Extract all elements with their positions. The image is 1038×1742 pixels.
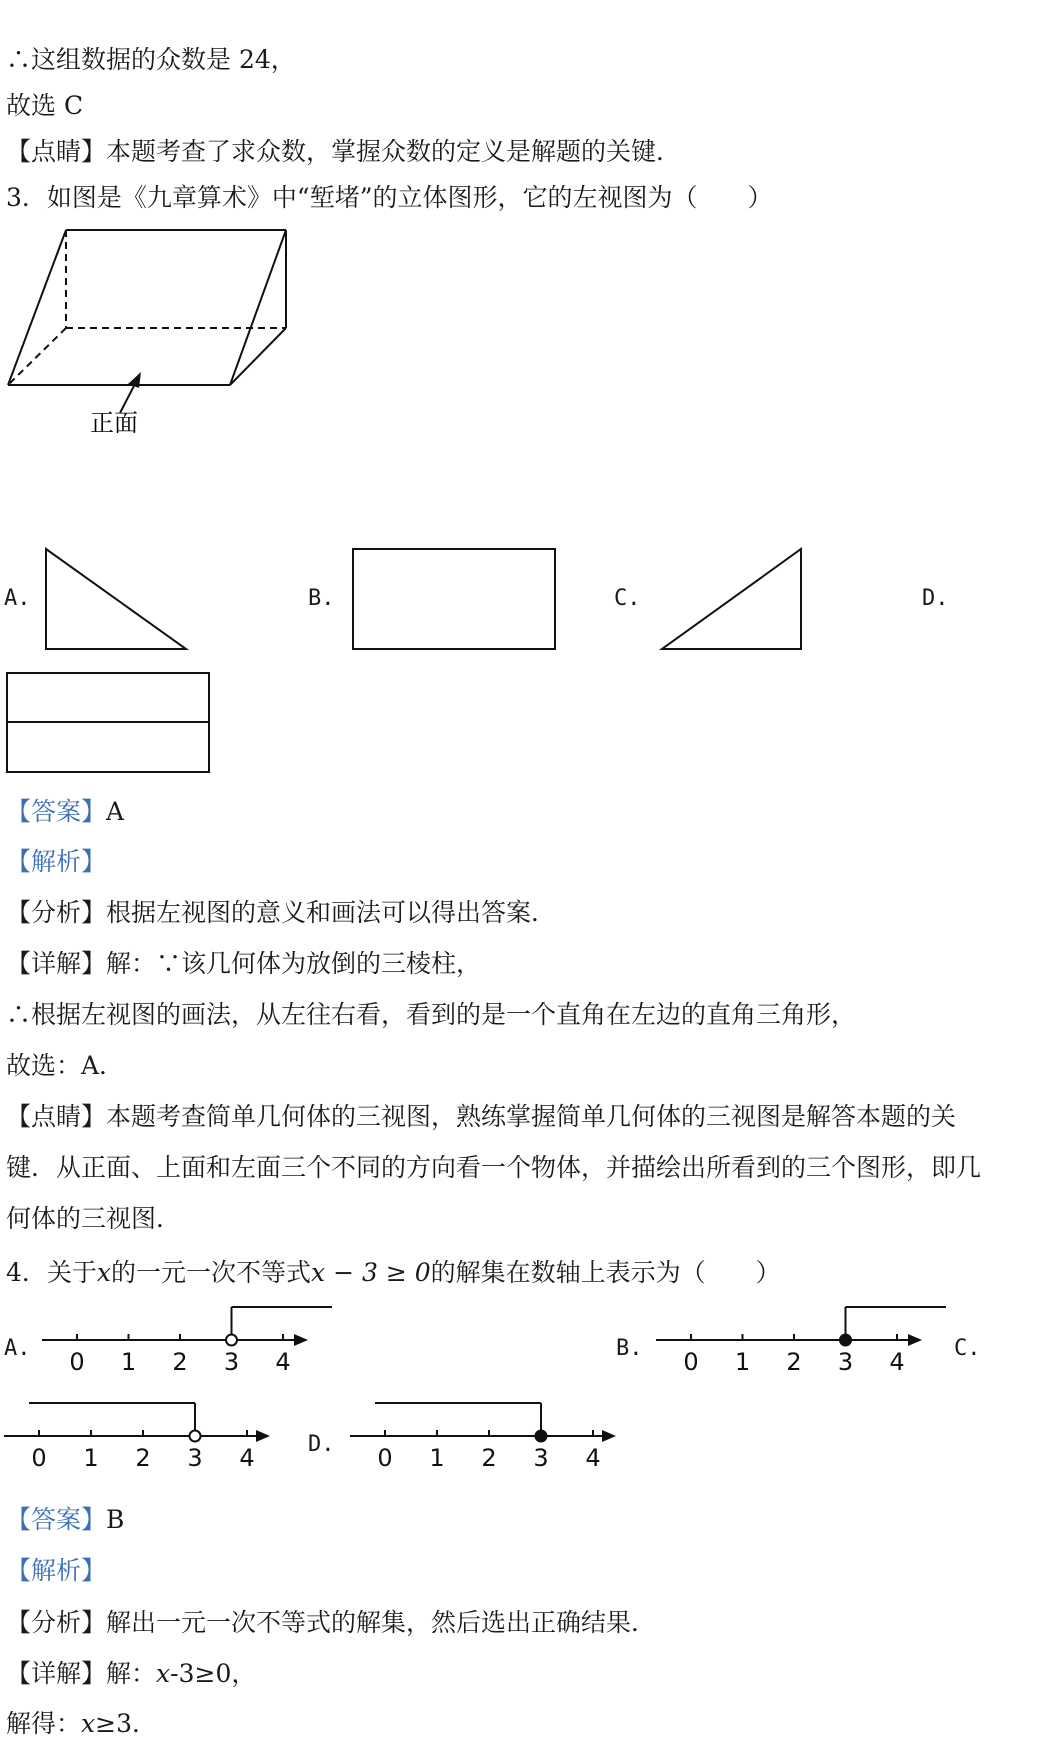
tick-label: 0	[377, 1444, 393, 1472]
q3-analysis-tag: 【解析】	[6, 847, 107, 876]
q3-xiangjie-text: 解：∵该几何体为放倒的三棱柱，	[106, 949, 482, 978]
q4-result-pre: 解得：	[6, 1709, 82, 1738]
q3-option-c-label[interactable]: C.	[614, 586, 641, 611]
q3-fenxi-line	[6, 897, 556, 929]
tick-label: 3	[187, 1444, 203, 1472]
tick-label: 3	[837, 1348, 854, 1376]
open-endpoint	[190, 1431, 201, 1442]
tick-label: 4	[275, 1348, 291, 1376]
q3-answer-line	[6, 796, 124, 828]
tick-label: 3	[223, 1348, 240, 1376]
tick-label: 0	[69, 1348, 85, 1376]
q4-result-line	[6, 1708, 157, 1740]
q3-option-c-triangle[interactable]	[660, 547, 804, 651]
q4-option-d-label[interactable]: D.	[308, 1432, 335, 1457]
q3-therefore-line: ∴根据左视图的画法，从左往右看，看到的是一个直角在左边的直角三角形，	[6, 1000, 857, 1029]
tick-label: 2	[135, 1444, 151, 1472]
q4-stem-mid: 的一元一次不等式	[111, 1258, 312, 1287]
q4-option-a-label[interactable]: A.	[4, 1336, 31, 1361]
q4-fenxi-line	[6, 1607, 656, 1639]
comment-text: 本题考查了求众数，掌握众数的定义是解题的关键．	[106, 137, 682, 166]
choose-line: 故选 C	[6, 91, 84, 120]
q4-answer-value: B	[106, 1505, 125, 1534]
q4-answer-line	[6, 1504, 124, 1536]
tick-label: 4	[239, 1444, 255, 1472]
q4-xiangjie-tag: 【详解】	[6, 1659, 107, 1688]
tick-label: 2	[172, 1348, 188, 1376]
q4-number-line-a[interactable]	[42, 1305, 342, 1385]
axis-arrow	[294, 1334, 308, 1346]
q3-option-d-label[interactable]: D.	[922, 586, 949, 611]
q3-xiangjie-tag: 【详解】	[6, 949, 107, 978]
q3-option-b-label[interactable]: B.	[308, 586, 335, 611]
q4-option-c-label[interactable]: C.	[954, 1336, 981, 1361]
q3-comment-line-3: 何体的三视图．	[6, 1204, 182, 1233]
q3-fenxi-tag: 【分析】	[6, 898, 107, 927]
q4-stem-var: x	[96, 1258, 112, 1287]
q3-stem: 3．如图是《九章算术》中“堑堵”的立体图形，它的左视图为（ ）	[6, 183, 773, 212]
closed-endpoint	[840, 1335, 851, 1346]
q4-number-line-c[interactable]	[4, 1401, 304, 1481]
comment-tag: 【点睛】	[6, 137, 107, 166]
q4-stem-post: 的解集在数轴上表示为（ ）	[430, 1258, 781, 1287]
q3-answer-tag: 【答案】	[6, 797, 107, 826]
q3-fenxi-text: 根据左视图的意义和画法可以得出答案．	[106, 898, 557, 927]
q3-choose-line: 故选：A．	[6, 1051, 125, 1080]
open-endpoint	[226, 1335, 237, 1346]
axis-arrow	[602, 1430, 616, 1442]
tick-label: 4	[585, 1444, 601, 1472]
q4-stem-pre: 4．关于	[6, 1258, 97, 1287]
q4-result-var: x	[81, 1709, 96, 1738]
q4-number-line-d[interactable]	[350, 1401, 650, 1481]
q4-xiangjie-expr: -3≥0，	[170, 1659, 257, 1688]
q3-comment-line-1	[6, 1101, 956, 1133]
tick-label: 1	[120, 1348, 137, 1376]
q3-xiangjie-line	[6, 948, 481, 980]
tick-label: 3	[533, 1444, 549, 1472]
tick-label: 2	[786, 1348, 802, 1376]
tick-label: 4	[889, 1348, 905, 1376]
q4-stem	[6, 1257, 781, 1289]
q4-result-rest: ≥3．	[95, 1709, 157, 1738]
q3-comment-text-1: 本题考查简单几何体的三视图，熟练掌握简单几何体的三视图是解答本题的关	[106, 1102, 957, 1131]
q4-fenxi-tag: 【分析】	[6, 1608, 107, 1637]
axis-arrow	[256, 1430, 270, 1442]
q4-xiangjie-pre: 解：	[106, 1659, 157, 1688]
comment-line	[6, 136, 681, 168]
q3-option-b-rectangle[interactable]	[352, 548, 556, 650]
closed-endpoint	[536, 1431, 547, 1442]
q4-option-b-label[interactable]: B.	[616, 1336, 643, 1361]
q4-answer-tag: 【答案】	[6, 1505, 107, 1534]
tick-label: 1	[734, 1348, 751, 1376]
q3-answer-value: A	[106, 797, 125, 826]
tick-label: 1	[83, 1444, 99, 1472]
therefore-line: ∴这组数据的众数是 24，	[6, 45, 296, 74]
q4-fenxi-text: 解出一元一次不等式的解集，然后选出正确结果．	[106, 1608, 657, 1637]
q4-stem-inequality: x − 3 ≥ 0	[311, 1258, 431, 1287]
q3-prism-figure	[0, 225, 270, 440]
q4-xiangjie-var: x	[156, 1659, 171, 1688]
tick-label: 0	[31, 1444, 47, 1472]
tick-label: 1	[429, 1444, 445, 1472]
q4-xiangjie-line	[6, 1658, 256, 1690]
q3-option-d-rectangles[interactable]	[6, 672, 210, 774]
q3-comment-line-2: 键．从正面、上面和左面三个不同的方向看一个物体，并描绘出所看到的三个图形，即几	[6, 1153, 982, 1182]
q3-comment-tag: 【点睛】	[6, 1102, 107, 1131]
front-label: 正面	[90, 409, 138, 437]
q4-analysis-tag: 【解析】	[6, 1556, 107, 1585]
tick-label: 0	[683, 1348, 699, 1376]
q3-option-a-label[interactable]: A.	[4, 586, 31, 611]
q4-number-line-b[interactable]	[656, 1305, 956, 1385]
axis-arrow	[908, 1334, 922, 1346]
q3-option-a-triangle[interactable]	[44, 547, 190, 651]
tick-label: 2	[481, 1444, 497, 1472]
